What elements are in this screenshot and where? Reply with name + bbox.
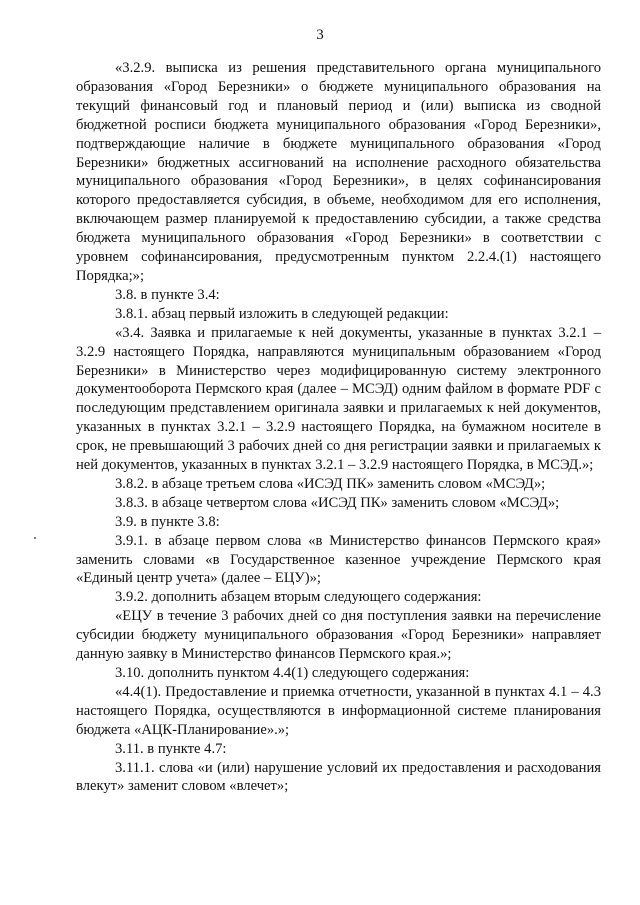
paragraph-3-8-1: 3.8.1. абзац первый изложить в следующей редакции: <box>115 305 449 322</box>
paragraph-3-8-3: 3.8.3. в абзаце четвертом слова «ИСЭД ПК» заменить словом «МСЭД»; <box>115 494 560 511</box>
paragraph-3-11-1: 3.11.1. слова «и (или) нарушение условий их предоставления и расходования влекут» заменит словом «влечет»; <box>76 759 601 795</box>
scan-mark <box>34 537 36 539</box>
paragraph-3-8: 3.8. в пункте 3.4: <box>115 286 220 303</box>
paragraph-3-2-9: «3.2.9. выписка из решения представительного органа муниципального образования «Город Березники» о бюджете муниципального образования на текущий финансовый год и плановый период и (или) выписка из сводной бюджетной росписи бюджета муниципального образования «Город Березники», подтверждающие наличие в бюджете муниципального образования «Город Березники» бюджетных ассигнований на исполнение расходного обязательства муниципального образования «Город Березники», в целях софинансирования которого предоставляется субсидия, в объеме, необходимом для его исполнения, включающем размер планируемой к предоставлению субсидии, а также средства бюджета муниципального образования «Город Березники» в соответствии с уровнем софинансирования, предусмотренным пунктом 2.2.4.(1) настоящего Порядка;»; <box>76 60 601 284</box>
paragraph-4-4-1-quote: «4.4(1). Предоставление и приемка отчетности, указанной в пунктах 4.1 – 4.3 настоящего Порядка, осуществляются в информационной системе планирования бюджета «АЦК-Планирование».»; <box>76 683 601 738</box>
paragraph-3-8-2: 3.8.2. в абзаце третьем слова «ИСЭД ПК» заменить словом «МСЭД»; <box>115 475 546 492</box>
page-number: 3 <box>316 27 324 43</box>
paragraph-ecu-quote: «ЕЦУ в течение 3 рабочих дней со дня поступления заявки на перечисление субсидии бюджету муниципального образования «Город Березники» направляет данную заявку в Министерство финансов Пермского края.»; <box>76 608 601 663</box>
paragraph-3-9: 3.9. в пункте 3.8: <box>115 513 220 530</box>
paragraph-3-9-2: 3.9.2. дополнить абзацем вторым следующего содержания: <box>115 589 482 606</box>
paragraph-3-4-quote: «3.4. Заявка и прилагаемые к ней документы, указанные в пунктах 3.2.1 – 3.2.9 настоящего Порядка, направляются муниципальным образованием «Город Березники» в Министерство через модифицированную систему электронного документооборота Пермского края (далее – МСЭД) одним файлом в формате PDF с последующим представлением оригинала заявки и прилагаемых к ней документов, указанных в пунктах 3.2.1 – 3.2.9 настоящего Порядка, на бумажном носителе в срок, не превышающий 3 рабочих дней со дня регистрации заявки и прилагаемых к ней документов, указанных в пунктах 3.2.1 – 3.2.9 настоящего Порядка, в МСЭД.»; <box>76 324 601 474</box>
paragraph-3-9-1: 3.9.1. в абзаце первом слова «в Министерство финансов Пермского края» заменить словами «в Государственное казенное учреждение Пермского края «Единый центр учета» (далее – ЕЦУ)»; <box>76 532 601 587</box>
paragraph-3-10: 3.10. дополнить пунктом 4.4(1) следующего содержания: <box>115 665 470 681</box>
paragraph-3-11: 3.11. в пункте 4.7: <box>115 740 227 757</box>
document-body <box>76 59 601 796</box>
